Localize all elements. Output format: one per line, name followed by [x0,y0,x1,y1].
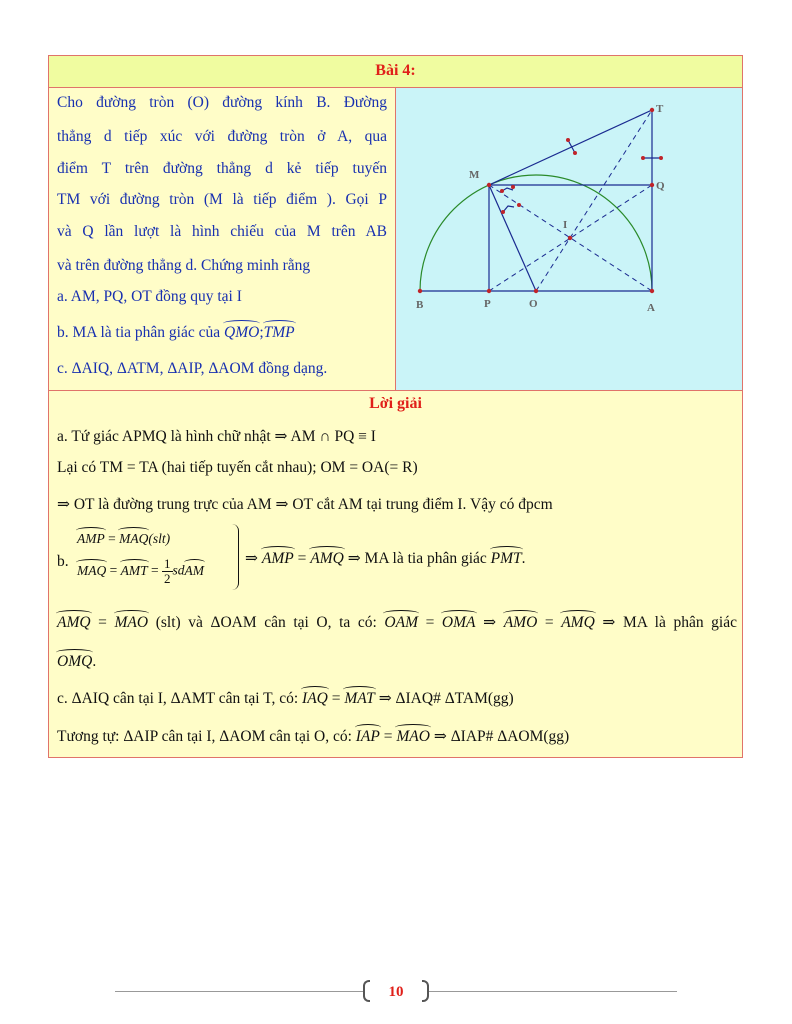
angle-end-4 [517,203,521,207]
similar-text: ⇒ ΔIAP# ΔAOM(gg) [429,728,570,745]
solution-a-line-2: Lại có TM = TA (hai tiếp tuyến cắt nhau); OM = OA(= R) [57,459,418,476]
arc-am: AM [184,562,205,578]
angle-mao-3: MAO [114,614,149,631]
page-number: 10 [363,978,429,1006]
solution-section [49,390,742,757]
period: . [92,653,97,670]
point-q [650,183,654,187]
problem-line-6: và trên đường thẳng d. Chứng minh rằng [57,257,311,274]
point-a [650,289,654,293]
solution-c-line-2 [57,727,569,746]
problem-line-1: Cho đường tròn (O) đường kính B. Đường [57,94,387,111]
label-q: Q [656,180,665,192]
problem-statement [49,88,396,390]
label-a: A [647,302,655,314]
eq-sign: = [147,562,162,578]
eq-sign: = [537,614,562,631]
eq-sign: = [293,550,311,567]
semicircle-arc [420,175,652,291]
solution-b-result [245,549,526,568]
footer-rule-right [429,991,677,992]
point-o [534,289,538,293]
implies-sign: ⇒ [475,614,504,631]
label-o: O [529,298,538,310]
angle-oam: OAM [384,614,418,631]
problem-part-a: a. AM, PQ, OT đồng quy tại I [57,288,242,305]
period: . [521,550,526,567]
angle-amq-res: AMQ [310,550,344,567]
point-b [418,289,422,293]
angle-mat: MAT [344,690,375,707]
implies-sign: ⇒ [245,550,258,567]
eq-sign: = [417,614,442,631]
fraction-num: 1 [164,556,171,571]
eq-sign: = [379,728,397,745]
c-intro-text: c. ΔAIQ cân tại I, ΔAMT cân tại T, có: [57,690,299,707]
angle-omq: OMQ [57,653,93,670]
angle-end-2 [511,185,515,189]
angle-pmt: PMT [490,550,522,567]
problem-part-b-sep: ; [259,324,264,341]
eq-sign: = [90,614,115,631]
solution-c-line-1 [57,689,514,708]
segment-mo [489,185,536,291]
angle-qmo: QMO [224,324,260,341]
fraction-den: 2 [164,571,171,586]
solution-b-eq-2 [77,557,204,586]
figure-points [418,108,663,293]
point-i [568,236,572,240]
slt-note: (slt) [148,531,171,546]
angle-oma: OMA [441,614,476,631]
eq-sign: = [106,562,121,578]
solution-b-label: b. [57,553,69,570]
label-p: P [484,298,491,310]
solution-b-eq-1 [77,531,170,547]
tick-end-2 [573,151,577,155]
footer-rule-left [115,991,363,992]
solution-b-line-3 [57,613,737,632]
angle-amp: AMP [77,531,105,546]
bisector-text: ⇒ MA là phân giác [594,614,737,631]
problem-part-b [57,324,295,342]
fraction-half [162,557,173,586]
tick-end-3 [641,156,645,160]
tick-end-1 [566,138,570,142]
angle-end-1 [500,189,504,193]
angle-iap: IAP [355,728,380,745]
problem-part-b-text: b. MA là tia phân giác của [57,324,221,341]
solution-b-line-4 [57,653,96,671]
angle-maq-2: MAQ [77,562,107,578]
eq-sign: = [327,690,345,707]
angle-amt: AMT [120,562,148,578]
problem-line-3: điểm T trên đường thẳng d kẻ tiếp tuyến [57,160,387,177]
angle-amo: AMO [503,614,538,631]
problem-line-4: TM với đường tròn (M là tiếp điểm ). Gọi P [57,191,387,208]
geometry-svg [396,88,742,390]
angle-amq-3: AMQ [57,614,91,631]
tangent-tm [489,110,652,185]
label-b: B [416,299,424,311]
label-m: M [469,169,480,181]
solution-a-line-3: ⇒ OT là đường trung trực của AM ⇒ OT cắt AM tại trung điểm I. Vậy có đpcm [57,496,553,513]
angle-maq: MAQ [119,531,149,546]
eq-sign: = [104,531,120,546]
point-m [487,183,491,187]
angle-amp-res: AMP [261,550,294,567]
label-t: T [656,103,664,115]
problem-line-5: và Q lần lượt là hình chiếu của M trên AB [57,223,387,240]
angle-mao-c: MAO [396,728,430,745]
problem-part-c: c. ΔAIQ, ΔATM, ΔAIP, ΔAOM đồng dạng. [57,360,328,377]
problem-box [48,55,743,758]
angle-tmp: TMP [263,324,295,341]
angle-iaq: IAQ [302,690,328,707]
point-p [487,289,491,293]
isosceles-text: (slt) và ΔOAM cân tại O, ta có: [155,614,377,631]
problem-title: Bài 4: [49,56,742,88]
sd-label: sd [172,562,185,578]
tick-end-4 [659,156,663,160]
angle-amq-4: AMQ [561,614,595,631]
geometry-figure [396,88,742,390]
angle-end-3 [501,210,505,214]
problem-line-2: thẳng d tiếp xúc với đường tròn ở A, qua [57,128,387,145]
c-similar-intro: Tương tự: ΔAIP cân tại I, ΔAOM cân tại O, có: [57,728,352,745]
label-i: I [563,219,568,231]
solution-title: Lời giải [369,395,422,412]
solution-a-line-1: a. Tứ giác APMQ là hình chữ nhật ⇒ AM ∩ PQ ≡ I [57,428,376,445]
similar-text: ⇒ ΔIAQ# ΔTAM(gg) [374,690,514,707]
bisector-text: ⇒ MA là tia phân giác [343,550,487,567]
point-t [650,108,654,112]
system-brace [232,524,239,590]
